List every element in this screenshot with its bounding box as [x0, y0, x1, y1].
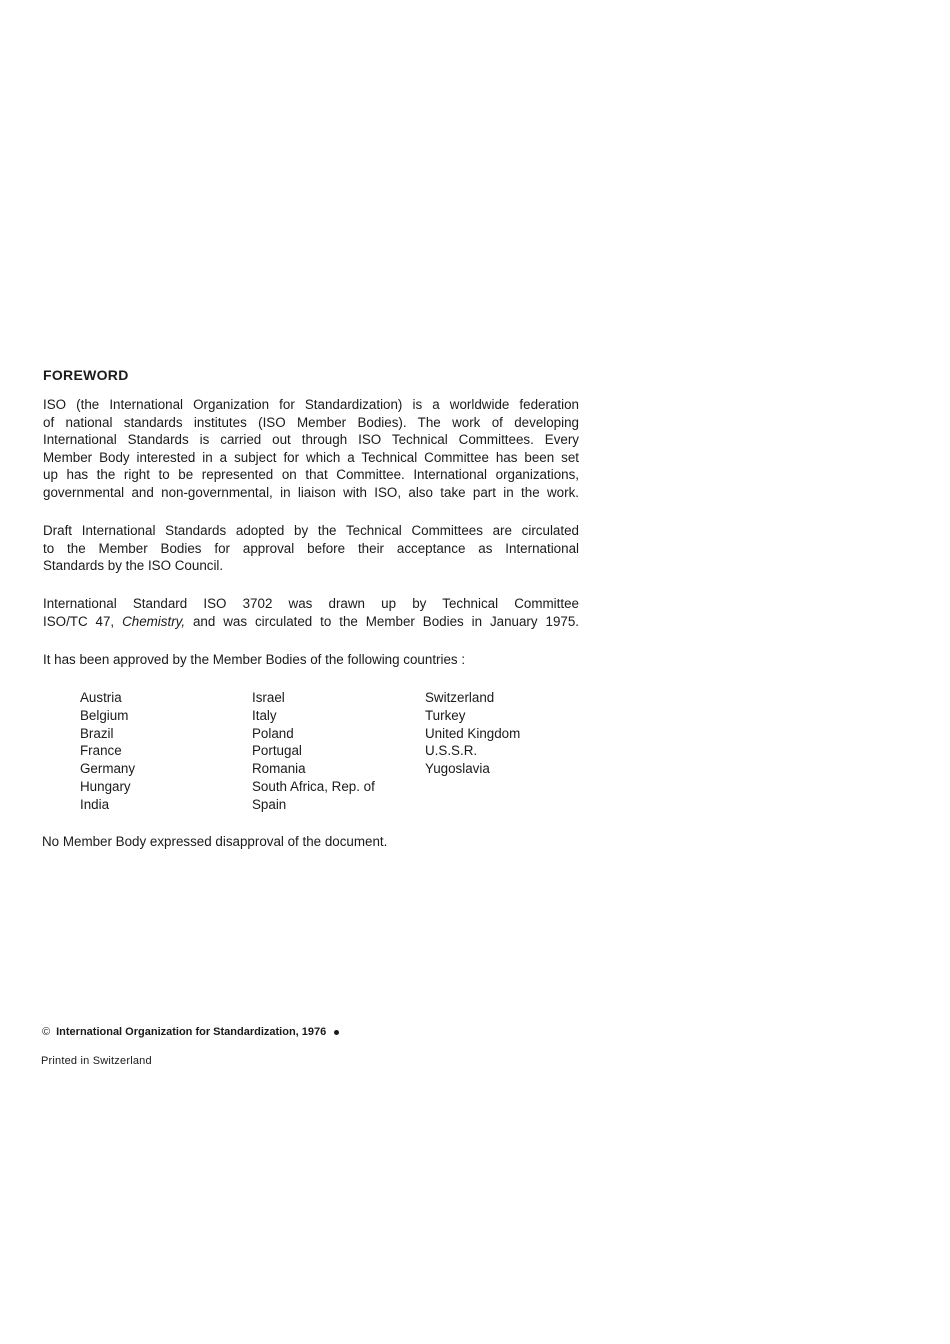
paragraph-line: International Standards is carried out through ISO Technical Committees. Every — [43, 432, 579, 448]
paragraph-line: of national standards institutes (ISO Member Bodies). The work of developing — [43, 414, 579, 430]
country-item: France — [80, 743, 122, 759]
printed-in-notice: Printed in Switzerland — [41, 1055, 152, 1067]
country-item: United Kingdom — [425, 725, 521, 741]
country-item: Hungary — [80, 778, 131, 794]
paragraph-line: to the Member Bodies for approval before their acceptance as International — [43, 540, 579, 556]
paragraph-line: ISO (the International Organization for Standardization) is a worldwide federation — [43, 397, 579, 412]
country-item: South Africa, Rep. of — [252, 778, 375, 794]
country-item: Turkey — [425, 707, 466, 723]
paragraph-line — [43, 613, 579, 631]
country-item: Spain — [252, 796, 287, 812]
foreword-paragraph-1 — [43, 396, 579, 502]
paragraph-text: ISO/TC 47, — [43, 613, 123, 629]
foreword-paragraph-3 — [43, 595, 579, 630]
foreword-paragraph-2 — [43, 522, 579, 575]
paragraph-line: Standards by the ISO Council. — [43, 558, 224, 574]
copyright-icon: © — [42, 1026, 51, 1038]
copyright-notice — [42, 1026, 339, 1038]
foreword-heading: FOREWORD — [43, 367, 129, 383]
country-item: Germany — [80, 761, 136, 777]
country-item: Italy — [252, 707, 277, 723]
countries-column-1 — [80, 689, 135, 814]
countries-column-2 — [252, 689, 375, 814]
paragraph-text: and was circulated to the Member Bodies in January 1975. — [185, 613, 580, 629]
paragraph-line: Member Body interested in a subject for which a Technical Committee has been set — [43, 449, 579, 465]
foreword-paragraph-4: It has been approved by the Member Bodies of the following countries : — [43, 652, 466, 667]
country-item: Portugal — [252, 743, 302, 759]
paragraph-line: up has the right to be represented on that Committee. International organizations, — [43, 467, 579, 483]
paragraph-line: governmental and non-governmental, in liaison with ISO, also take part in the work. — [43, 484, 579, 500]
country-item: Switzerland — [425, 690, 495, 705]
disapproval-statement: No Member Body expressed disapproval of the document. — [42, 834, 388, 849]
country-item: Yugoslavia — [425, 761, 490, 777]
country-item: Israel — [252, 690, 285, 705]
copyright-text: International Organization for Standardization, 1976 — [56, 1026, 327, 1038]
country-item: Austria — [80, 690, 122, 705]
countries-column-3 — [425, 689, 520, 778]
country-item: India — [80, 796, 110, 812]
committee-title-italic: Chemistry, — [122, 613, 186, 629]
paragraph-line: International Standard ISO 3702 was drawn up by Technical Committee — [43, 596, 579, 611]
bullet-dot-icon — [334, 1030, 339, 1035]
country-item: Belgium — [80, 707, 129, 723]
paragraph-line: Draft International Standards adopted by the Technical Committees are circulated — [43, 523, 579, 538]
country-item: Poland — [252, 725, 294, 741]
country-item: Romania — [252, 761, 306, 777]
country-item: Brazil — [80, 725, 114, 741]
country-item: U.S.S.R. — [425, 743, 478, 759]
